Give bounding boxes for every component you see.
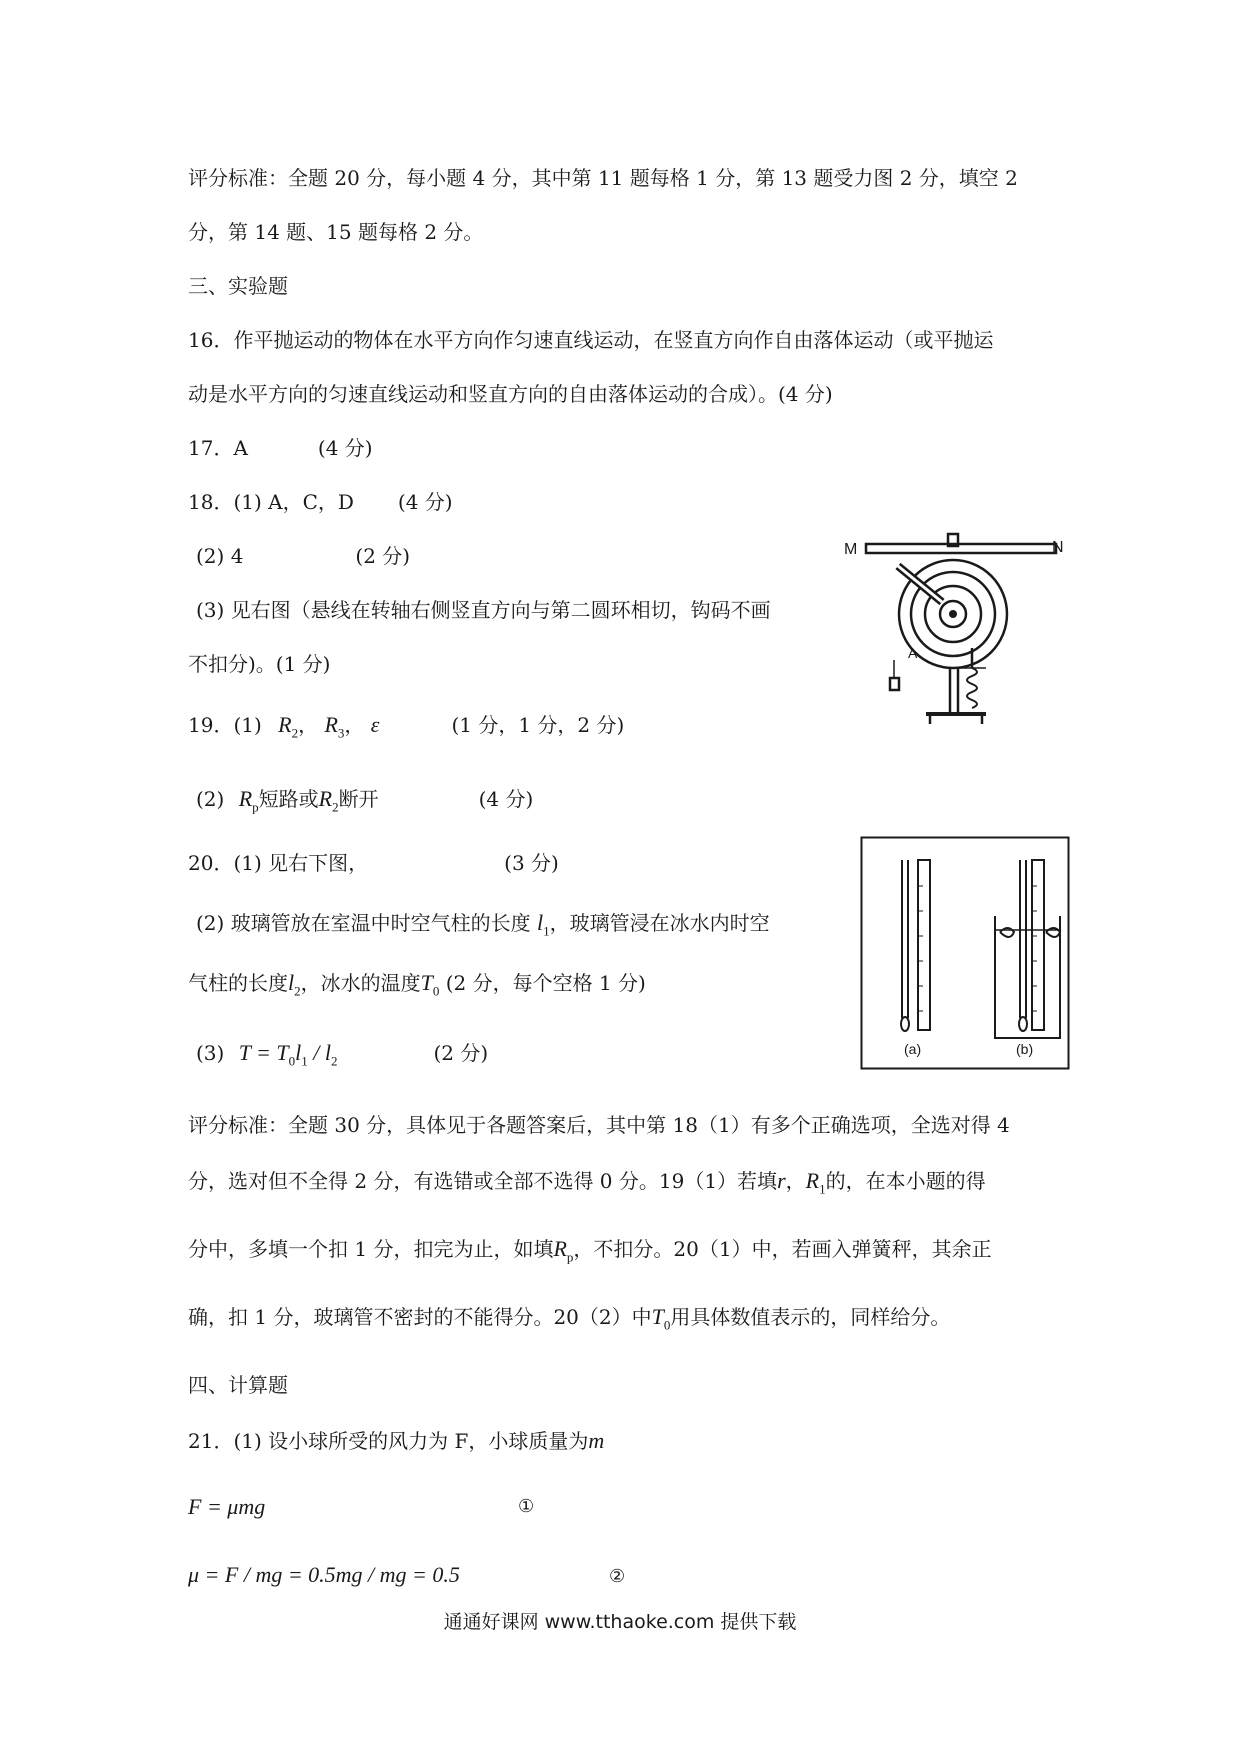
grading2-r: r bbox=[777, 1168, 786, 1193]
figure-label-a-tube: (a) bbox=[904, 1041, 922, 1057]
q21-eq-2 bbox=[188, 1562, 460, 1588]
q17-line bbox=[188, 435, 373, 461]
q20-part-2-line-2 bbox=[188, 970, 646, 1004]
figure-label-n: N bbox=[1052, 539, 1064, 556]
grading2-line-2: 分，选对但不全得 2 分，有选错或全部不选得 0 分。19（1）若填r，$R_1$的，在本小题的得 bbox=[188, 1168, 986, 1197]
section-3-title: 三、实验题 bbox=[188, 274, 288, 298]
section-4-title: 四、计算题 bbox=[188, 1373, 288, 1397]
q19-part-2 bbox=[196, 786, 533, 820]
q18-p1-score: (4 分) bbox=[397, 490, 453, 514]
grading2-t0: $T_0$ bbox=[651, 1304, 671, 1333]
q21-equation-1: F = μmg bbox=[188, 1494, 266, 1519]
q20-p2-d: ，冰水的温度 bbox=[300, 971, 421, 995]
q20-formula: $T = T_0l_1 / l_2$ bbox=[238, 1040, 338, 1069]
q21-equation-2: μ = F / mg = 0.5mg / mg = 0.5 bbox=[188, 1562, 460, 1587]
q20-l2: $l_2$ bbox=[288, 970, 301, 999]
q19-p2-prefix: (2) bbox=[196, 787, 225, 811]
q19-p2-score: (4 分) bbox=[478, 787, 534, 811]
q20-p1-score: (3 分) bbox=[504, 851, 559, 875]
q18-figure-disc bbox=[838, 528, 1068, 728]
q20-p2-a: (2) 玻璃管放在室温中时空气柱的长度 bbox=[196, 911, 531, 935]
q18-part-3-line-2: 不扣分)。(1 分) bbox=[188, 652, 331, 676]
grading2-line-3: 分中，多填一个扣 1 分，扣完为止，如填$R_p$，不扣分。20（1）中，若画入弹簧秤，其余正 bbox=[188, 1236, 992, 1265]
eq2-marker: ② bbox=[609, 1566, 626, 1587]
q19-part-1: 19．(1) $R_2$， $R_3$， ε (1 分，1 分，2 分) bbox=[188, 712, 625, 741]
q20-l1: $l_1$ bbox=[537, 910, 550, 939]
q20-p2-c: 气柱的长度 bbox=[188, 971, 288, 995]
q19-p1-score: (1 分，1 分，2 分) bbox=[451, 713, 625, 737]
grading-line-1: 评分标准：全题 20 分，每小题 4 分，其中第 11 题每格 1 分，第 13 题受力图 2 分，填空 2 bbox=[188, 166, 1018, 190]
q19-p2-end: 断开 bbox=[338, 787, 379, 811]
q20-p1-text: 20．(1) 见右下图， bbox=[188, 851, 369, 875]
q16-line-2: 动是水平方向的匀速直线运动和竖直方向的自由落体运动的合成）。(4 分) bbox=[188, 382, 833, 406]
q20-part-2-line-1 bbox=[196, 910, 770, 944]
q19-r3: $R_3$ bbox=[324, 712, 345, 741]
q18-p2-score: (2 分) bbox=[355, 544, 411, 568]
q19-p2-mid: 短路或 bbox=[258, 787, 319, 811]
q16-line-1: 16．作平抛运动的物体在水平方向作匀速直线运动，在竖直方向作自由落体运动（或平抛运 bbox=[188, 328, 994, 352]
q20-p2-e: (2 分，每个空格 1 分) bbox=[445, 971, 646, 995]
q19-epsilon: ε bbox=[370, 712, 380, 737]
q20-part-3 bbox=[196, 1040, 488, 1074]
q21-line-1: 21．(1) 设小球所受的风力为 F，小球质量为m bbox=[188, 1428, 605, 1453]
q20-part-1 bbox=[188, 850, 559, 876]
q19-r2: $R_2$ bbox=[278, 712, 299, 741]
q20-t0: $T_0$ bbox=[420, 970, 440, 999]
figure-label-a: A bbox=[908, 645, 918, 661]
q18-p1-answer: 18．(1) A，C，D bbox=[188, 490, 354, 514]
q17-answer: 17．A bbox=[188, 436, 248, 460]
q21-eq-1 bbox=[188, 1494, 265, 1520]
q17-score: (4 分) bbox=[317, 436, 373, 460]
q18-part-2 bbox=[196, 543, 410, 569]
q20-p3-score: (2 分) bbox=[433, 1041, 489, 1065]
figure-label-m: M bbox=[844, 541, 858, 558]
q20-figure-tubes bbox=[860, 836, 1070, 1070]
figure-label-b-tube: (b) bbox=[1016, 1041, 1034, 1057]
q19-r2b: $R_2$ bbox=[318, 786, 339, 815]
q18-part-1 bbox=[188, 489, 453, 515]
grading2-line-4: 确，扣 1 分，玻璃管不密封的不能得分。20（2）中$T_0$用具体数值表示的，同样给分。 bbox=[188, 1304, 951, 1333]
q21-m: m bbox=[588, 1428, 605, 1453]
q20-p3-prefix: (3) bbox=[196, 1041, 225, 1065]
q18-p2-answer: (2) 4 bbox=[196, 544, 244, 568]
footer-download-credit: 通通好课网 www.tthaoke.com 提供下载 bbox=[443, 1611, 797, 1633]
q19-rp: $R_p$ bbox=[238, 786, 259, 815]
grading2-line-1: 评分标准：全题 30 分，具体见于各题答案后，其中第 18（1）有多个正确选项，全选对得 4 bbox=[188, 1113, 1010, 1137]
q18-part-3-line-1: (3) 见右图（悬线在转轴右侧竖直方向与第二圆环相切，钩码不画 bbox=[196, 598, 771, 622]
grading-line-2: 分，第 14 题、15 题每格 2 分。 bbox=[188, 220, 484, 244]
q20-p2-b: ，玻璃管浸在冰水内时空 bbox=[549, 911, 770, 935]
eq1-marker: ① bbox=[518, 1496, 535, 1517]
grading2-rp: $R_p$ bbox=[553, 1236, 574, 1265]
grading2-r1: $R_1$ bbox=[805, 1168, 826, 1197]
q19-p1-prefix: 19．(1) bbox=[188, 713, 262, 737]
